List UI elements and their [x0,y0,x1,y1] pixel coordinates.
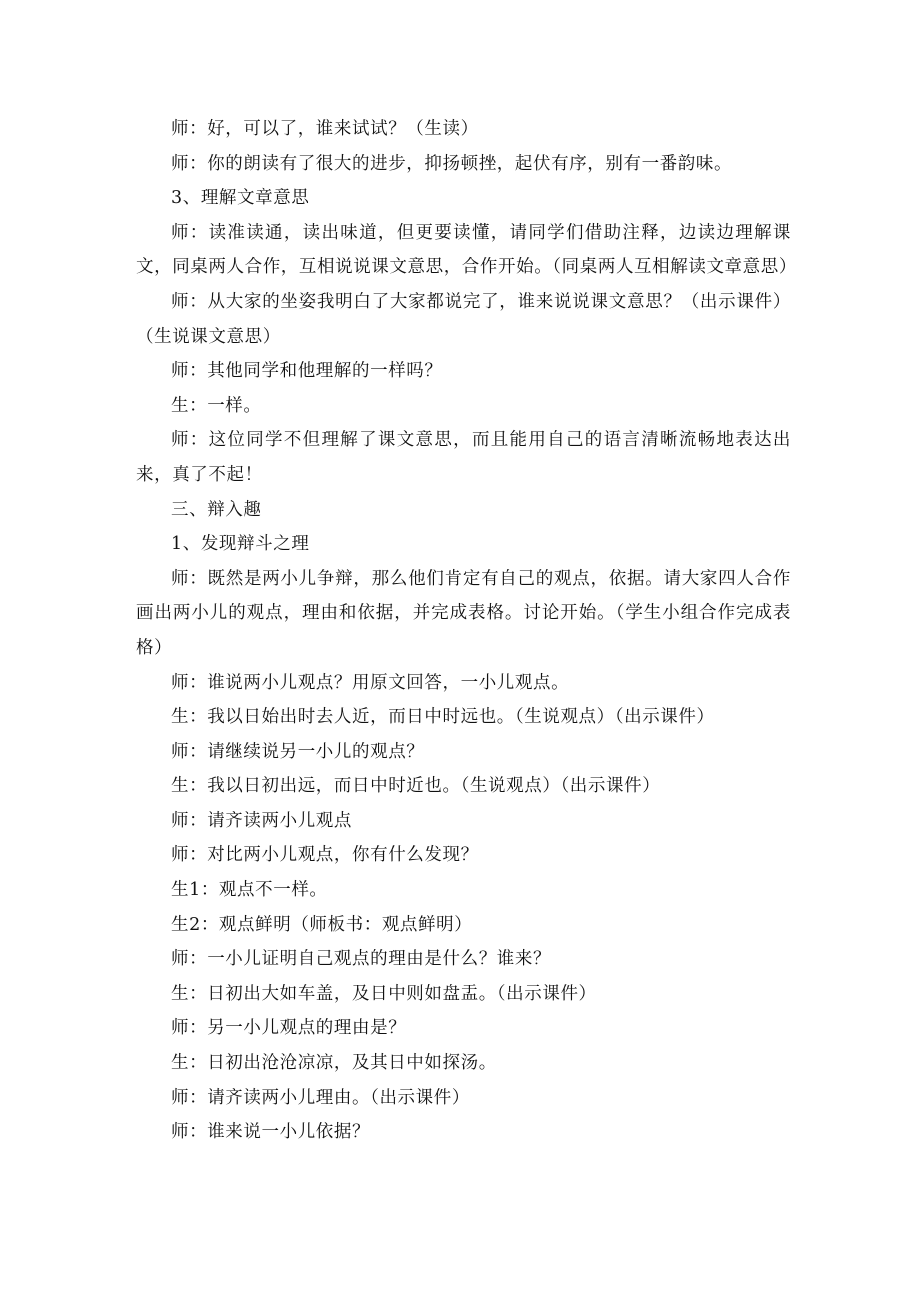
paragraph: 师：其他同学和他理解的一样吗？ [171,361,443,382]
paragraph: 师：从大家的坐姿我明白了大家都说完了，谁来说说课文意思？（出示课件）（生说课文意思） [136,291,791,347]
paragraph: 生2：观点鲜明（师板书：观点鲜明） [171,914,473,935]
paragraph: 师：谁来说一小儿依据？ [171,1122,371,1143]
paragraph: 师：好，可以了，谁来试试？（生读） [171,119,479,139]
section-heading: 3、理解文章意思 [171,188,310,209]
document-body [136,112,797,1150]
section-heading: 三、辩入趣 [171,499,262,520]
paragraph: 师：一小儿证明自己观点的理由是什么？谁来？ [171,949,552,970]
paragraph: 师：请继续说另一小儿的观点？ [171,741,425,762]
paragraph: 师：请齐读两小儿理由。（出示课件） [171,1087,470,1108]
paragraph: 师：既然是两小儿争辩，那么他们肯定有自己的观点，依据。请大家四人合作画出两小儿的观点，理由和依据，并完成表格。讨论开始。（学生小组合作完成表格） [136,568,791,658]
paragraph: 生：日初出沧沧凉凉，及其日中如探汤。 [171,1053,497,1074]
paragraph: 师：你的朗读有了很大的进步，抑扬顿挫，起伏有序，别有一番韵味。 [171,153,733,174]
paragraph: 师：谁说两小儿观点？用原文回答，一小儿观点。 [171,672,570,693]
paragraph: 生1：观点不一样。 [171,880,328,901]
paragraph: 师：对比两小儿观点，你有什么发现？ [171,845,479,866]
paragraph: 师：这位同学不但理解了课文意思，而且能用自己的语言清晰流畅地表达出来，真了不起！ [136,430,791,485]
paragraph: 师：读准读通，读出味道，但更要读懂，请同学们借助注释，边读边理解课文，同桌两人合作，互相说说课文意思，合作开始。（同桌两人互相解读文章意思） [136,222,797,278]
paragraph: 生：一样。 [171,395,262,416]
section-heading: 1、发现辩斗之理 [171,534,310,555]
paragraph: 师：请齐读两小儿观点 [171,810,352,831]
paragraph: 师：另一小儿观点的理由是？ [171,1018,407,1039]
paragraph: 生：我以日初出远，而日中时近也。（生说观点）（出示课件） [171,776,661,797]
paragraph: 生：日初出大如车盖，及日中则如盘盂。（出示课件） [171,983,597,1004]
paragraph: 生：我以日始出时去人近，而日中时远也。（生说观点）（出示课件） [171,707,715,728]
